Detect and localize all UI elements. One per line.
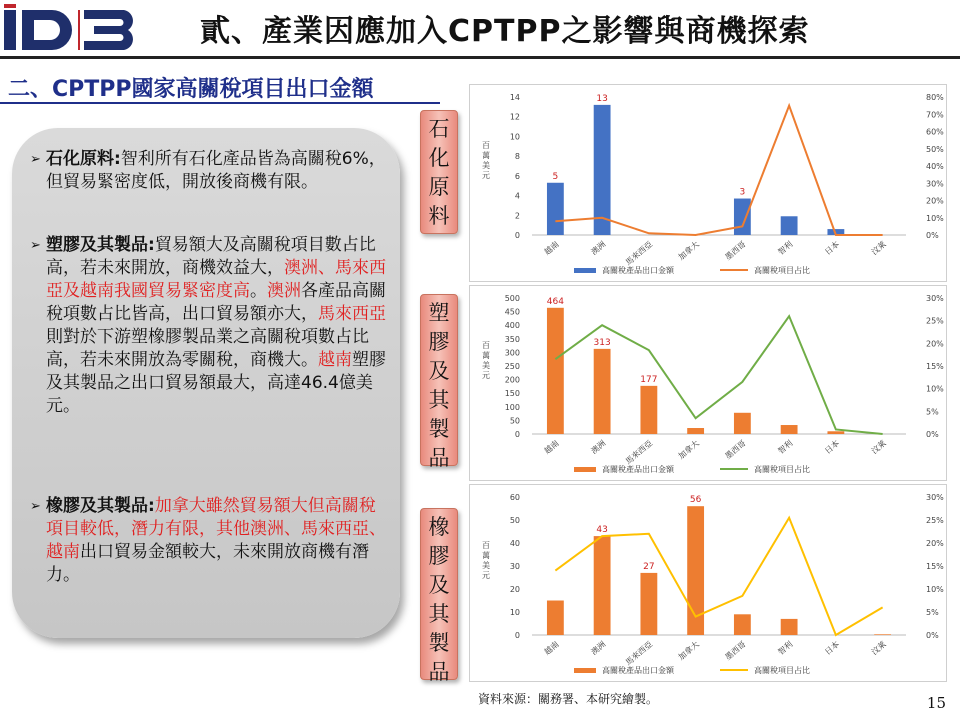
- bullet-arrow-icon: ➢: [30, 238, 41, 253]
- y2-tick-label: 80%: [926, 93, 944, 102]
- y-axis-label-char: 百: [482, 541, 490, 550]
- category-label: 日本: [823, 639, 842, 657]
- category-label: 墨西哥: [723, 438, 748, 461]
- y-axis-label-char: 百: [482, 341, 490, 350]
- category-label: 馬來西亞: [623, 438, 655, 467]
- legend-label-bar: 高關稅產品出口金額: [602, 266, 674, 275]
- bullet-text-segment: 出口貿易金額較大，未來開放商機有潛力。: [46, 542, 369, 585]
- y-axis-label-char: 百: [482, 141, 490, 150]
- bullet-petrochemical: [30, 148, 386, 194]
- legend-label-line: 高關稅項目占比: [754, 266, 810, 275]
- page-number: 15: [926, 694, 946, 712]
- side-label-char: 及: [428, 359, 450, 383]
- category-label: 汶萊: [869, 639, 888, 657]
- y2-tick-label: 70%: [926, 110, 944, 120]
- bar-data-label: 43: [596, 525, 608, 536]
- bullet-text-segment: 。: [250, 281, 267, 301]
- y2-tick-label: 30%: [926, 493, 944, 502]
- y-tick-label: 50: [509, 516, 520, 525]
- page-title: 貳、產業因應加入CPTPP之影響與商機探索: [200, 14, 810, 49]
- category-label: 汶萊: [869, 438, 888, 456]
- category-label: 越南: [542, 239, 561, 257]
- y2-tick-label: 10%: [926, 213, 944, 223]
- bullet-text-segment: 澳洲、馬來西亞及越南我國貿易緊密度高: [46, 258, 386, 301]
- category-label: 加拿大: [676, 438, 701, 461]
- y-tick-label: 40: [509, 539, 520, 548]
- side-label-char: 膠: [428, 544, 450, 568]
- y2-tick-label: 0%: [926, 231, 939, 240]
- category-label: 智利: [776, 639, 795, 657]
- legend-label-line: 高關稅項目占比: [754, 666, 810, 675]
- y-tick-label: 10: [509, 132, 520, 142]
- side-label-char: 製: [428, 417, 450, 441]
- side-label-char: 品: [428, 660, 450, 684]
- side-label-char: 橡: [428, 515, 450, 539]
- y2-tick-label: 10%: [926, 384, 944, 394]
- y2-tick-label: 15%: [926, 562, 944, 571]
- bar: [594, 536, 611, 635]
- y-axis-label-char: 萬: [482, 151, 490, 160]
- side-label-char: 原: [428, 175, 450, 199]
- y-axis-label-char: 萬: [482, 351, 490, 360]
- y-axis-label-char: 美: [482, 561, 490, 570]
- side-label-char: 膠: [428, 330, 450, 354]
- y-axis-label-char: 元: [482, 171, 490, 180]
- category-label: 加拿大: [676, 639, 701, 662]
- bar-data-label: 5: [552, 171, 559, 182]
- y-tick-label: 20: [509, 585, 520, 594]
- bullet-text-segment: 加拿大雖然貿易額大但高關稅項目較低，潛力有限，其他澳洲、馬來西亞、越南: [46, 496, 386, 562]
- y-tick-label: 8: [514, 152, 520, 162]
- bullet-text-segment: 則對於下游塑橡膠製品業之高關稅項數占比高，若未來開放為零關稅，商機大。: [46, 327, 369, 370]
- y-tick-label: 250: [504, 362, 520, 371]
- bullet-text-segment: 塑膠及其製品之出口貿易額最大，高達46.4億美元。: [46, 350, 386, 416]
- y2-tick-label: 60%: [926, 127, 944, 137]
- bullet-text-segment: 越南: [318, 350, 352, 370]
- bar: [781, 216, 798, 235]
- y2-tick-label: 20%: [926, 539, 944, 548]
- bar: [594, 349, 611, 434]
- bar: [781, 425, 798, 434]
- y-axis-label-char: 美: [482, 361, 490, 370]
- y-axis-label-char: 元: [482, 371, 490, 380]
- bar: [547, 601, 564, 636]
- y-tick-label: 50: [509, 416, 520, 426]
- bar-data-label: 313: [593, 337, 611, 348]
- legend-swatch-bar: [574, 467, 596, 472]
- y-tick-label: 100: [504, 402, 520, 412]
- category-label: 澳洲: [589, 239, 608, 257]
- category-label: 澳洲: [589, 639, 608, 657]
- category-label: 馬來西亞: [623, 239, 655, 268]
- bar-data-label: 177: [640, 374, 658, 385]
- side-label-char: 品: [428, 446, 450, 470]
- bullet-text-segment: 各產品高關稅項數占比皆高，出口貿易額亦大，: [46, 281, 386, 324]
- bar: [594, 105, 611, 235]
- bar-data-label: 27: [643, 561, 655, 572]
- y-axis-label-char: 美: [482, 161, 490, 170]
- side-label-char: 其: [428, 388, 450, 412]
- category-label: 加拿大: [676, 239, 701, 262]
- bullet-text-segment: 貿易額大及高關稅項目數占比高，若未來開放，商機效益大，: [46, 235, 376, 278]
- y-tick-label: 450: [504, 307, 520, 317]
- category-label: 日本: [823, 239, 842, 257]
- chart-rubber: [469, 484, 947, 682]
- bar: [547, 308, 564, 434]
- bullet-text-segment: 馬來西亞: [318, 304, 386, 324]
- bullet-arrow-icon: ➢: [30, 152, 41, 167]
- y-tick-label: 400: [504, 321, 520, 331]
- y2-tick-label: 25%: [926, 316, 944, 326]
- category-label: 日本: [823, 438, 842, 456]
- y2-tick-label: 25%: [926, 516, 944, 525]
- bar: [687, 428, 704, 434]
- bullet-text-segment: 澳洲: [267, 281, 301, 301]
- y2-tick-label: 15%: [926, 362, 944, 371]
- category-label: 智利: [776, 438, 795, 456]
- y2-tick-label: 50%: [926, 144, 944, 154]
- bullet-arrow-icon: ➢: [30, 499, 41, 514]
- category-label: 澳洲: [589, 438, 608, 456]
- y2-tick-label: 30%: [926, 294, 944, 303]
- bullet-heading: 石化原料:: [46, 149, 121, 169]
- y-tick-label: 0: [514, 631, 520, 640]
- y2-tick-label: 20%: [926, 196, 944, 206]
- y2-tick-label: 0%: [926, 430, 939, 439]
- legend-label-bar: 高關稅產品出口金額: [602, 465, 674, 474]
- side-label-char: 化: [428, 146, 450, 170]
- y2-tick-label: 5%: [926, 407, 939, 417]
- y-tick-label: 6: [514, 171, 520, 181]
- subtitle-divider: [0, 102, 440, 104]
- y-tick-label: 30: [509, 562, 520, 571]
- bullet-text-segment: 智利所有石化產品皆為高關稅6%，但貿易緊密度低，開放後商機有限。: [46, 149, 386, 192]
- bar: [734, 199, 751, 235]
- side-label-char: 塑: [428, 301, 450, 325]
- y-tick-label: 12: [509, 112, 520, 122]
- y-tick-label: 150: [504, 389, 520, 399]
- bullet-heading: 塑膠及其製品:: [46, 235, 155, 255]
- bar: [734, 413, 751, 434]
- bar: [734, 614, 751, 635]
- y2-tick-label: 40%: [926, 162, 944, 171]
- y-tick-label: 2: [514, 211, 520, 221]
- side-label-char: 及: [428, 573, 450, 597]
- chart-plastics: [469, 285, 947, 481]
- side-label-plastics: [420, 294, 458, 470]
- category-label: 墨西哥: [723, 239, 748, 262]
- category-label: 汶萊: [869, 239, 888, 257]
- bullet-heading: 橡膠及其製品:: [46, 496, 155, 516]
- chart-petrochemical: [469, 84, 947, 282]
- side-label-petrochemical: [420, 110, 458, 234]
- idb-logo: [2, 4, 152, 54]
- category-label: 智利: [776, 239, 795, 257]
- source-note: 資料來源：關務署、本研究繪製。: [478, 692, 659, 706]
- side-label-char: 其: [428, 602, 450, 626]
- legend-label-line: 高關稅項目占比: [754, 465, 810, 474]
- y-tick-label: 350: [504, 334, 520, 344]
- y-tick-label: 200: [504, 375, 520, 385]
- y-tick-label: 0: [514, 231, 520, 240]
- side-label-rubber: [420, 508, 458, 684]
- bar: [781, 619, 798, 635]
- bar-data-label: 56: [689, 495, 702, 506]
- side-label-char: 石: [428, 117, 450, 141]
- y2-tick-label: 5%: [926, 608, 939, 617]
- bar-data-label: 3: [739, 187, 746, 198]
- y2-tick-label: 20%: [926, 339, 944, 349]
- y2-tick-label: 10%: [926, 585, 944, 594]
- bar-data-label: 464: [546, 296, 564, 307]
- title-divider: [0, 56, 960, 59]
- category-label: 墨西哥: [723, 639, 748, 662]
- legend-label-bar: 高關稅產品出口金額: [602, 666, 674, 675]
- section-subtitle: 二、CPTPP國家高關稅項目出口金額: [8, 77, 374, 102]
- category-label: 馬來西亞: [623, 639, 655, 668]
- bar: [640, 386, 657, 434]
- y-tick-label: 60: [509, 493, 520, 502]
- bar: [827, 431, 844, 434]
- y2-tick-label: 30%: [926, 179, 944, 189]
- y-axis-label-char: 萬: [482, 551, 490, 560]
- bullet-rubber: [30, 495, 386, 587]
- y2-tick-label: 0%: [926, 631, 939, 640]
- category-label: 越南: [542, 438, 561, 456]
- y-tick-label: 10: [509, 608, 520, 617]
- bar-data-label: 13: [596, 93, 608, 104]
- bar: [547, 183, 564, 235]
- bar: [640, 573, 657, 635]
- y-tick-label: 500: [504, 294, 520, 303]
- bullet-plastics: [30, 234, 386, 418]
- y-tick-label: 14: [509, 93, 520, 102]
- category-label: 越南: [542, 639, 561, 657]
- y-axis-label-char: 元: [482, 571, 490, 580]
- y-tick-label: 0: [514, 430, 520, 439]
- legend-swatch-bar: [574, 268, 596, 273]
- side-label-char: 製: [428, 631, 450, 655]
- legend-swatch-bar: [574, 668, 596, 673]
- side-label-char: 料: [428, 204, 450, 228]
- y-tick-label: 4: [514, 191, 520, 201]
- y-tick-label: 300: [504, 348, 520, 358]
- bar: [874, 634, 891, 635]
